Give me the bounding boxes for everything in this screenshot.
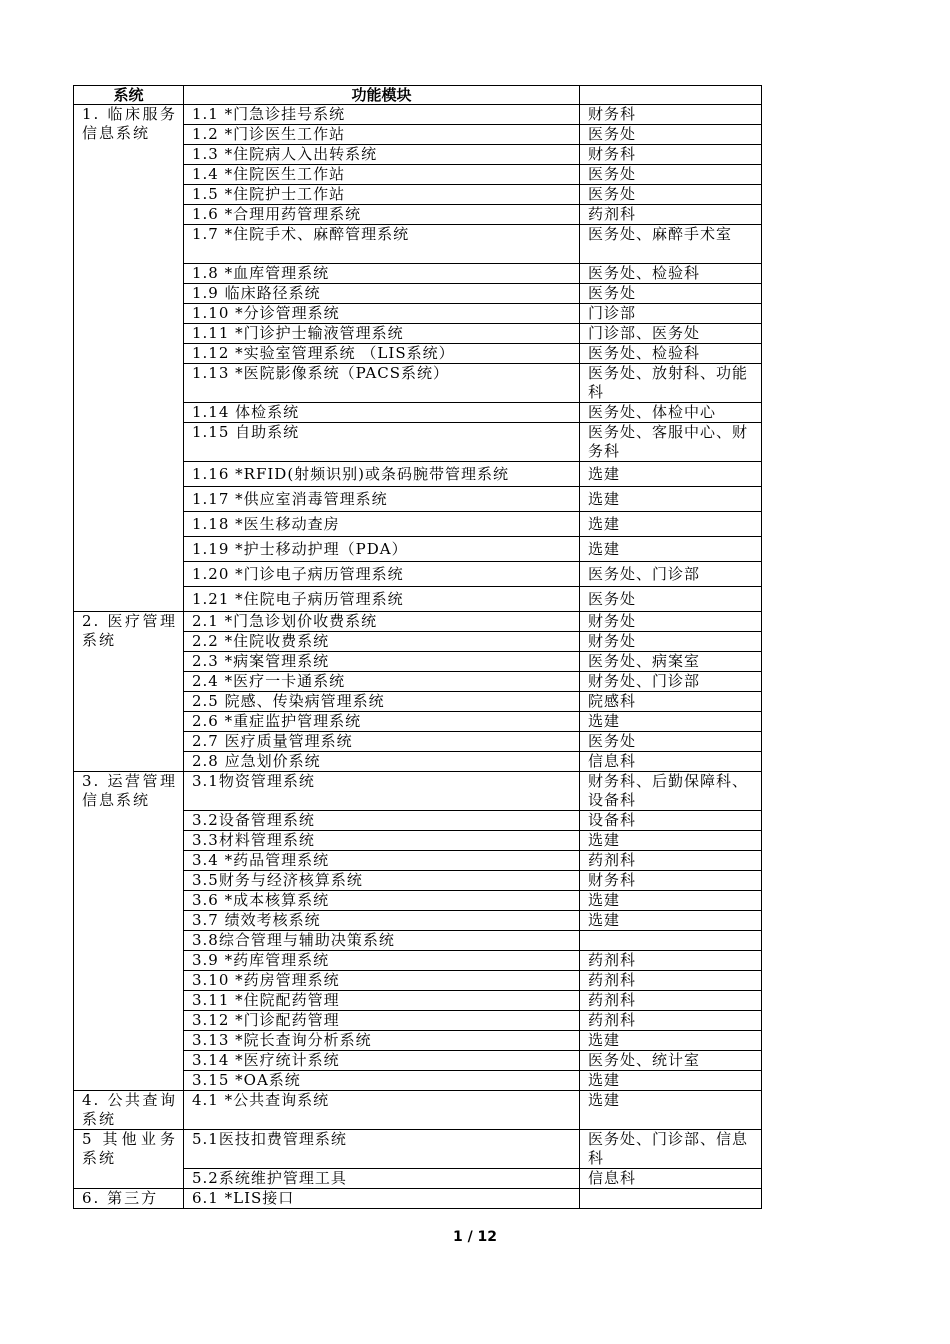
responsible-dept: 财务科 — [580, 871, 762, 891]
module-name: 1.21 *住院电子病历管理系统 — [184, 587, 580, 612]
module-name: 5.2系统维护管理工具 — [184, 1169, 580, 1189]
responsible-dept: 门诊部、医务处 — [580, 324, 762, 344]
responsible-dept: 药剂科 — [580, 951, 762, 971]
responsible-dept — [580, 931, 762, 951]
table-row — [74, 612, 762, 632]
module-name: 1.7 *住院手术、麻醉管理系统 — [184, 225, 580, 264]
module-name: 3.10 *药房管理系统 — [184, 971, 580, 991]
header-dept — [580, 86, 762, 105]
responsible-dept: 医务处、检验科 — [580, 344, 762, 364]
module-name: 3.1物资管理系统 — [184, 772, 580, 811]
responsible-dept: 医务处、放射科、功能科 — [580, 364, 762, 403]
module-name: 1.2 *门诊医生工作站 — [184, 125, 580, 145]
responsible-dept: 设备科 — [580, 811, 762, 831]
module-name: 1.8 *血库管理系统 — [184, 264, 580, 284]
responsible-dept: 药剂科 — [580, 205, 762, 225]
responsible-dept: 院感科 — [580, 692, 762, 712]
module-name: 1.11 *门诊护士输液管理系统 — [184, 324, 580, 344]
responsible-dept: 财务处 — [580, 632, 762, 652]
responsible-dept: 选建 — [580, 891, 762, 911]
module-name: 2.8 应急划价系统 — [184, 752, 580, 772]
responsible-dept: 信息科 — [580, 1169, 762, 1189]
system-category: 5 其他业务系统 — [74, 1130, 184, 1189]
module-name: 3.7 绩效考核系统 — [184, 911, 580, 931]
module-name: 3.9 *药库管理系统 — [184, 951, 580, 971]
responsible-dept: 医务处 — [580, 732, 762, 752]
module-name: 3.2设备管理系统 — [184, 811, 580, 831]
responsible-dept: 医务处 — [580, 284, 762, 304]
module-name: 2.3 *病案管理系统 — [184, 652, 580, 672]
module-name: 1.9 临床路径系统 — [184, 284, 580, 304]
module-name: 6.1 *LIS接口 — [184, 1189, 580, 1209]
module-name: 1.17 *供应室消毒管理系统 — [184, 487, 580, 512]
module-name: 3.3材料管理系统 — [184, 831, 580, 851]
module-name: 3.11 *住院配药管理 — [184, 991, 580, 1011]
table-row — [74, 1091, 762, 1130]
responsible-dept: 选建 — [580, 1071, 762, 1091]
table-body — [74, 105, 762, 1209]
module-name: 2.1 *门急诊划价收费系统 — [184, 612, 580, 632]
system-category: 4. 公共查询系统 — [74, 1091, 184, 1130]
module-name: 1.6 *合理用药管理系统 — [184, 205, 580, 225]
responsible-dept: 医务处、检验科 — [580, 264, 762, 284]
module-name: 1.1 *门急诊挂号系统 — [184, 105, 580, 125]
responsible-dept: 选建 — [580, 512, 762, 537]
module-name: 3.12 *门诊配药管理 — [184, 1011, 580, 1031]
responsible-dept: 财务科 — [580, 145, 762, 165]
module-name: 1.3 *住院病人入出转系统 — [184, 145, 580, 165]
responsible-dept: 药剂科 — [580, 991, 762, 1011]
module-name: 1.19 *护士移动护理（PDA） — [184, 537, 580, 562]
module-name: 3.5财务与经济核算系统 — [184, 871, 580, 891]
responsible-dept: 选建 — [580, 911, 762, 931]
module-name: 5.1医技扣费管理系统 — [184, 1130, 580, 1169]
responsible-dept: 医务处 — [580, 165, 762, 185]
module-name: 2.6 *重症监护管理系统 — [184, 712, 580, 732]
responsible-dept: 医务处、客服中心、财务科 — [580, 423, 762, 462]
responsible-dept: 财务科 — [580, 105, 762, 125]
responsible-dept: 选建 — [580, 487, 762, 512]
responsible-dept: 选建 — [580, 537, 762, 562]
table-header-row — [74, 86, 762, 105]
responsible-dept: 药剂科 — [580, 851, 762, 871]
system-category: 1. 临床服务信息系统 — [74, 105, 184, 612]
module-name: 1.12 *实验室管理系统 （LIS系统） — [184, 344, 580, 364]
responsible-dept: 医务处、体检中心 — [580, 403, 762, 423]
table-row — [74, 105, 762, 125]
table-row — [74, 1130, 762, 1169]
responsible-dept: 药剂科 — [580, 971, 762, 991]
module-name: 1.5 *住院护士工作站 — [184, 185, 580, 205]
module-name: 1.20 *门诊电子病历管理系统 — [184, 562, 580, 587]
table-row — [74, 1189, 762, 1209]
module-name: 3.15 *OA系统 — [184, 1071, 580, 1091]
responsible-dept: 门诊部 — [580, 304, 762, 324]
module-name: 2.5 院感、传染病管理系统 — [184, 692, 580, 712]
system-category: 6. 第三方 — [74, 1189, 184, 1209]
header-module: 功能模块 — [184, 86, 580, 105]
responsible-dept: 医务处 — [580, 125, 762, 145]
module-name: 1.14 体检系统 — [184, 403, 580, 423]
module-name: 4.1 *公共查询系统 — [184, 1091, 580, 1130]
module-name: 2.2 *住院收费系统 — [184, 632, 580, 652]
responsible-dept: 财务处 — [580, 612, 762, 632]
module-name: 1.4 *住院医生工作站 — [184, 165, 580, 185]
responsible-dept: 选建 — [580, 831, 762, 851]
responsible-dept: 医务处、门诊部、信息科 — [580, 1130, 762, 1169]
responsible-dept: 医务处、统计室 — [580, 1051, 762, 1071]
table-row — [74, 772, 762, 811]
module-name: 1.18 *医生移动查房 — [184, 512, 580, 537]
page-number: 1 / 12 — [452, 1229, 498, 1245]
module-name: 3.6 *成本核算系统 — [184, 891, 580, 911]
module-name: 1.15 自助系统 — [184, 423, 580, 462]
header-system: 系统 — [74, 86, 184, 105]
responsible-dept: 选建 — [580, 712, 762, 732]
module-name: 3.4 *药品管理系统 — [184, 851, 580, 871]
module-name: 1.10 *分诊管理系统 — [184, 304, 580, 324]
responsible-dept: 财务科、后勤保障科、设备科 — [580, 772, 762, 811]
responsible-dept: 选建 — [580, 462, 762, 487]
responsible-dept: 财务处、门诊部 — [580, 672, 762, 692]
responsible-dept: 医务处、麻醉手术室 — [580, 225, 762, 264]
responsible-dept: 信息科 — [580, 752, 762, 772]
module-name: 3.14 *医疗统计系统 — [184, 1051, 580, 1071]
module-name: 2.7 医疗质量管理系统 — [184, 732, 580, 752]
responsible-dept: 药剂科 — [580, 1011, 762, 1031]
responsible-dept: 医务处、病案室 — [580, 652, 762, 672]
responsible-dept: 选建 — [580, 1031, 762, 1051]
responsible-dept: 医务处 — [580, 185, 762, 205]
system-category: 3. 运营管理信息系统 — [74, 772, 184, 1091]
responsible-dept: 医务处、门诊部 — [580, 562, 762, 587]
system-category: 2. 医疗管理系统 — [74, 612, 184, 772]
responsible-dept: 选建 — [580, 1091, 762, 1130]
system-module-table — [73, 85, 762, 1209]
module-name: 1.13 *医院影像系统（PACS系统） — [184, 364, 580, 403]
module-name: 3.8综合管理与辅助决策系统 — [184, 931, 580, 951]
module-name: 2.4 *医疗一卡通系统 — [184, 672, 580, 692]
responsible-dept — [580, 1189, 762, 1209]
module-name: 3.13 *院长查询分析系统 — [184, 1031, 580, 1051]
module-name: 1.16 *RFID(射频识别)或条码腕带管理系统 — [184, 462, 580, 487]
responsible-dept: 医务处 — [580, 587, 762, 612]
